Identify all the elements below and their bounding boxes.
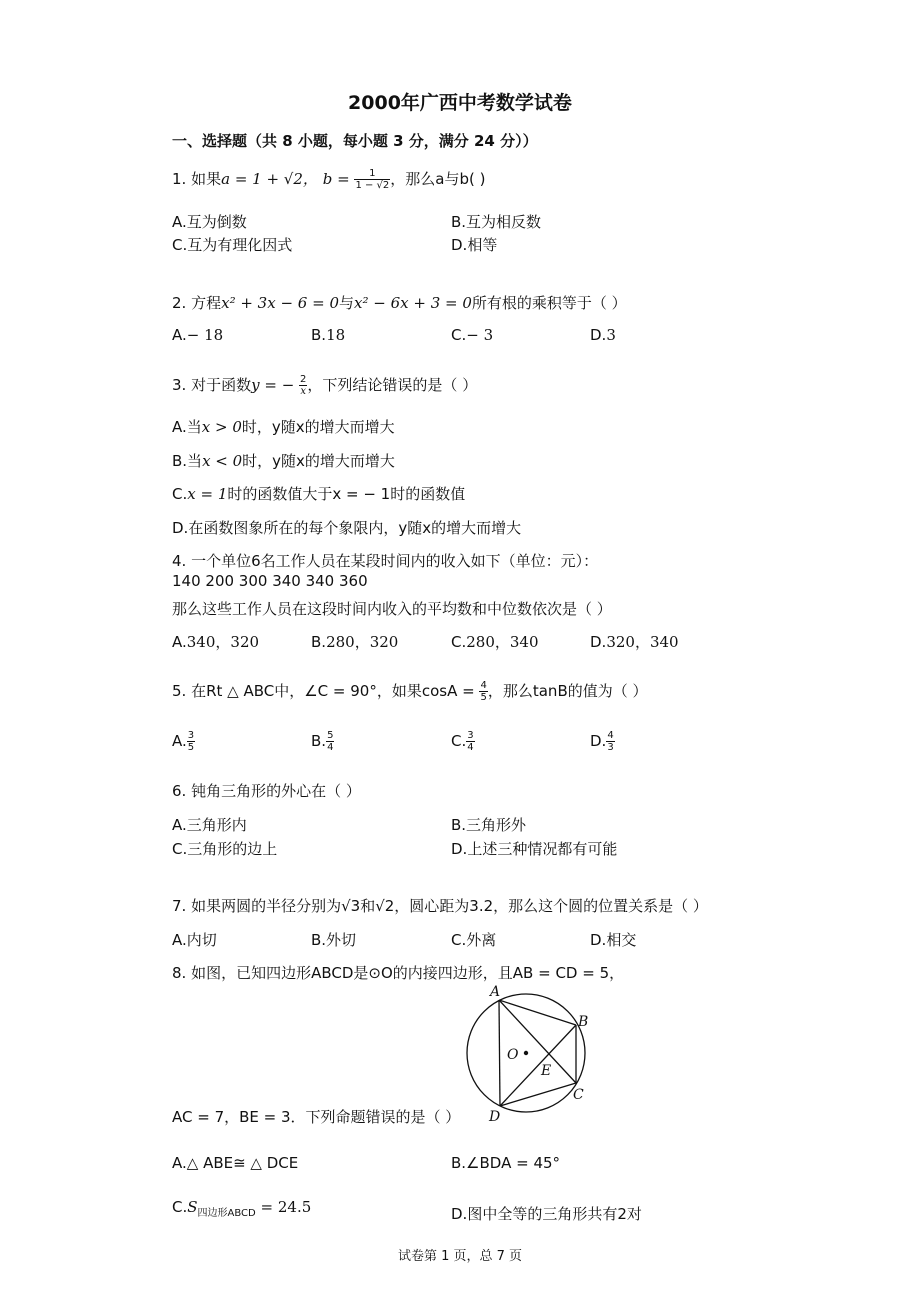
q3-option-c <box>172 483 465 504</box>
question-7 <box>172 895 708 916</box>
q5-stem-post: ，那么tanB的值为（ ） <box>487 682 648 700</box>
q3-denominator: x <box>300 386 307 397</box>
label-e: E <box>541 1063 552 1079</box>
q2-option-d-value: 3 <box>606 326 616 344</box>
q3-number: 3. <box>172 376 187 394</box>
q6-stem: 钝角三角形的外心在（ ） <box>191 782 361 800</box>
q8-option-c-label: C. <box>172 1198 188 1216</box>
q1-b-denominator: 1 − √2 <box>355 180 390 191</box>
q2-number: 2. <box>172 294 187 312</box>
q6-number: 6. <box>172 782 187 800</box>
q3-option-a-text: 时，y随x的增大而增大 <box>241 418 395 436</box>
q4-stem: 一个单位6名工作人员在某段时间内的收入如下（单位：元）： <box>191 552 599 570</box>
q5-option-a-num: 3 <box>187 730 195 741</box>
q5-cos-fraction <box>479 680 487 703</box>
q7-option-d: D.相交 <box>590 931 637 949</box>
q8-stem: 如图，已知四边形ABCD是⊙O的内接四边形，且AB = CD = 5， <box>191 964 625 982</box>
q4-question: 那么这些工作人员在这段时间内收入的平均数和中位数依次是（ ） <box>172 600 612 618</box>
q4-option-b-label: B. <box>311 633 327 651</box>
q4-option-a <box>172 631 259 652</box>
q7-stem: 如果两圆的半径分别为√3和√2，圆心距为3.2，那么这个圆的位置关系是（ ） <box>191 897 708 915</box>
q1-option-c: C.互为有理化因式 <box>172 236 293 254</box>
question-5 <box>172 680 648 703</box>
q2-option-a-value: − 18 <box>186 326 224 344</box>
q6-option-a: A.三角形内 <box>172 816 247 834</box>
q3-option-b <box>172 450 395 471</box>
q6-option-c: C.三角形的边上 <box>172 840 278 858</box>
q3-option-c-label: C. <box>172 485 188 503</box>
center-dot <box>524 1051 528 1055</box>
q4-option-c-value: 280，340 <box>466 633 539 651</box>
q3-stem-pre: 对于函数 <box>191 376 252 394</box>
q5-cos-numerator: 4 <box>480 680 487 691</box>
q5-option-b-num: 5 <box>327 730 334 741</box>
q1-number: 1. <box>172 170 187 188</box>
q1-a-eq: a = 1 + √2， <box>221 170 318 188</box>
question-2 <box>172 292 627 313</box>
q5-option-d <box>590 730 615 753</box>
q5-option-c-num: 3 <box>467 730 474 741</box>
q2-equation-1: x² + 3x − 6 = 0 <box>221 294 339 312</box>
q5-option-d-num: 4 <box>607 730 614 741</box>
q8-option-b: B.∠BDA = 45° <box>451 1154 561 1172</box>
q5-cos: cosA = <box>421 682 475 700</box>
page-title: 2000年广西中考数学试卷 <box>348 92 572 114</box>
q8-option-d: D.图中全等的三角形共有2对 <box>451 1205 642 1223</box>
q5-option-c <box>451 730 475 753</box>
q7-option-b: B.外切 <box>311 931 357 949</box>
q3-function: y = − <box>251 376 295 394</box>
page-footer: 试卷第 1 页，总 7 页 <box>397 1249 523 1264</box>
q8-option-c-sub: 四边形ABCD <box>197 1208 256 1219</box>
section-heading: 一、选择题（共 8 小题，每小题 3 分，满分 24 分）） <box>172 132 538 150</box>
q2-stem-pre: 方程 <box>191 294 222 312</box>
q2-option-b-label: B. <box>311 326 327 344</box>
q5-option-c-fraction <box>466 730 474 753</box>
q5-option-b <box>311 730 334 753</box>
q2-stem-post: 所有根的乘积等于（ ） <box>471 294 627 312</box>
q5-option-d-den: 3 <box>607 742 614 753</box>
q8-option-c-s: S <box>187 1198 198 1216</box>
q8-stem-2: AC = 7，BE = 3．下列命题错误的是（ ） <box>172 1108 461 1126</box>
q4-option-d-value: 320，340 <box>606 633 679 651</box>
q3-option-b-text: 时，y随x的增大而增大 <box>242 452 395 470</box>
q3-option-c-math: x = 1 <box>187 485 228 503</box>
q3-option-b-math: x < 0 <box>202 452 243 470</box>
q2-option-a <box>172 326 223 344</box>
q3-option-d-label: D. <box>172 519 189 537</box>
q5-option-a-den: 5 <box>187 742 195 753</box>
q3-numerator: 2 <box>300 374 307 385</box>
q1-stem-pre: 如果 <box>191 170 222 188</box>
q2-option-b-value: 18 <box>326 326 346 344</box>
q7-option-a: A.内切 <box>172 931 217 949</box>
segment-da <box>499 1000 500 1106</box>
q5-number: 5. <box>172 682 187 700</box>
q2-option-c <box>451 326 493 344</box>
q5-option-d-fraction <box>606 730 614 753</box>
label-a: A <box>490 984 501 1000</box>
q8-figure <box>455 982 605 1127</box>
q8-option-c-value: = 24.5 <box>255 1198 312 1216</box>
q5-option-a <box>172 730 195 753</box>
q3-option-a <box>172 416 395 437</box>
q1-option-b: B.互为相反数 <box>451 213 542 231</box>
q3-option-c-text: 时的函数值大于x = − 1时的函数值 <box>227 485 466 503</box>
q2-option-b <box>311 326 345 344</box>
q1-b-fraction <box>354 168 390 191</box>
q5-option-c-den: 4 <box>467 742 474 753</box>
q8-option-a: A.△ ABE≅ △ DCE <box>172 1154 299 1172</box>
q4-option-d-label: D. <box>590 633 607 651</box>
question-3 <box>172 374 477 397</box>
q2-equation-2: x² − 6x + 3 = 0 <box>354 294 472 312</box>
question-4 <box>172 550 598 571</box>
q8-option-c <box>172 1198 311 1219</box>
q4-data: 140 200 300 340 340 360 <box>172 572 368 590</box>
q3-option-a-math: x > 0 <box>201 418 242 436</box>
q2-option-c-label: C. <box>451 326 467 344</box>
q5-cos-denominator: 5 <box>480 692 487 703</box>
q5-stem-pre: 在Rt △ ABC中，∠C = 90°，如果 <box>191 682 422 700</box>
q4-option-c-label: C. <box>451 633 467 651</box>
q2-option-d-label: D. <box>590 326 607 344</box>
q4-option-b <box>311 631 398 652</box>
q1-stem-post: ，那么a与b( ) <box>390 170 486 188</box>
q7-number: 7. <box>172 897 187 915</box>
q2-option-d <box>590 326 616 344</box>
q4-option-a-label: A. <box>172 633 187 651</box>
q2-option-c-value: − 3 <box>466 326 494 344</box>
q5-option-d-label: D. <box>590 732 607 750</box>
q1-option-d: D.相等 <box>451 236 498 254</box>
question-6 <box>172 780 361 801</box>
q3-option-d <box>172 517 521 538</box>
question-8 <box>172 962 624 983</box>
q5-option-b-den: 4 <box>327 742 334 753</box>
q2-mid: 与 <box>339 294 355 312</box>
q3-stem-post: ，下列结论错误的是（ ） <box>307 376 478 394</box>
q7-option-c: C.外离 <box>451 931 497 949</box>
label-o: O <box>507 1047 519 1063</box>
label-c: C <box>573 1087 584 1103</box>
q3-option-d-text: 在函数图象所在的每个象限内，y随x的增大而增大 <box>188 519 522 537</box>
q4-number: 4. <box>172 552 187 570</box>
q1-b-numerator: 1 <box>354 168 390 180</box>
label-b: B <box>578 1014 589 1030</box>
q3-option-a-label: A.当 <box>172 418 202 436</box>
q8-number: 8. <box>172 964 187 982</box>
q5-option-c-label: C. <box>451 732 467 750</box>
q2-option-a-label: A. <box>172 326 187 344</box>
q1-b-eq: b = <box>322 170 350 188</box>
q3-option-b-label: B.当 <box>172 452 203 470</box>
q5-option-a-label: A. <box>172 732 187 750</box>
q4-option-c <box>451 631 539 652</box>
q5-option-b-fraction <box>326 730 334 753</box>
q4-option-a-value: 340，320 <box>186 633 260 651</box>
q6-option-d: D.上述三种情况都有可能 <box>451 840 618 858</box>
q6-option-b: B.三角形外 <box>451 816 527 834</box>
q5-option-a-fraction <box>187 730 195 753</box>
q1-option-a: A.互为倒数 <box>172 213 247 231</box>
label-d: D <box>489 1109 501 1125</box>
q5-option-b-label: B. <box>311 732 327 750</box>
q4-option-b-value: 280，320 <box>326 633 399 651</box>
q4-option-d <box>590 631 679 652</box>
question-1 <box>172 168 485 191</box>
